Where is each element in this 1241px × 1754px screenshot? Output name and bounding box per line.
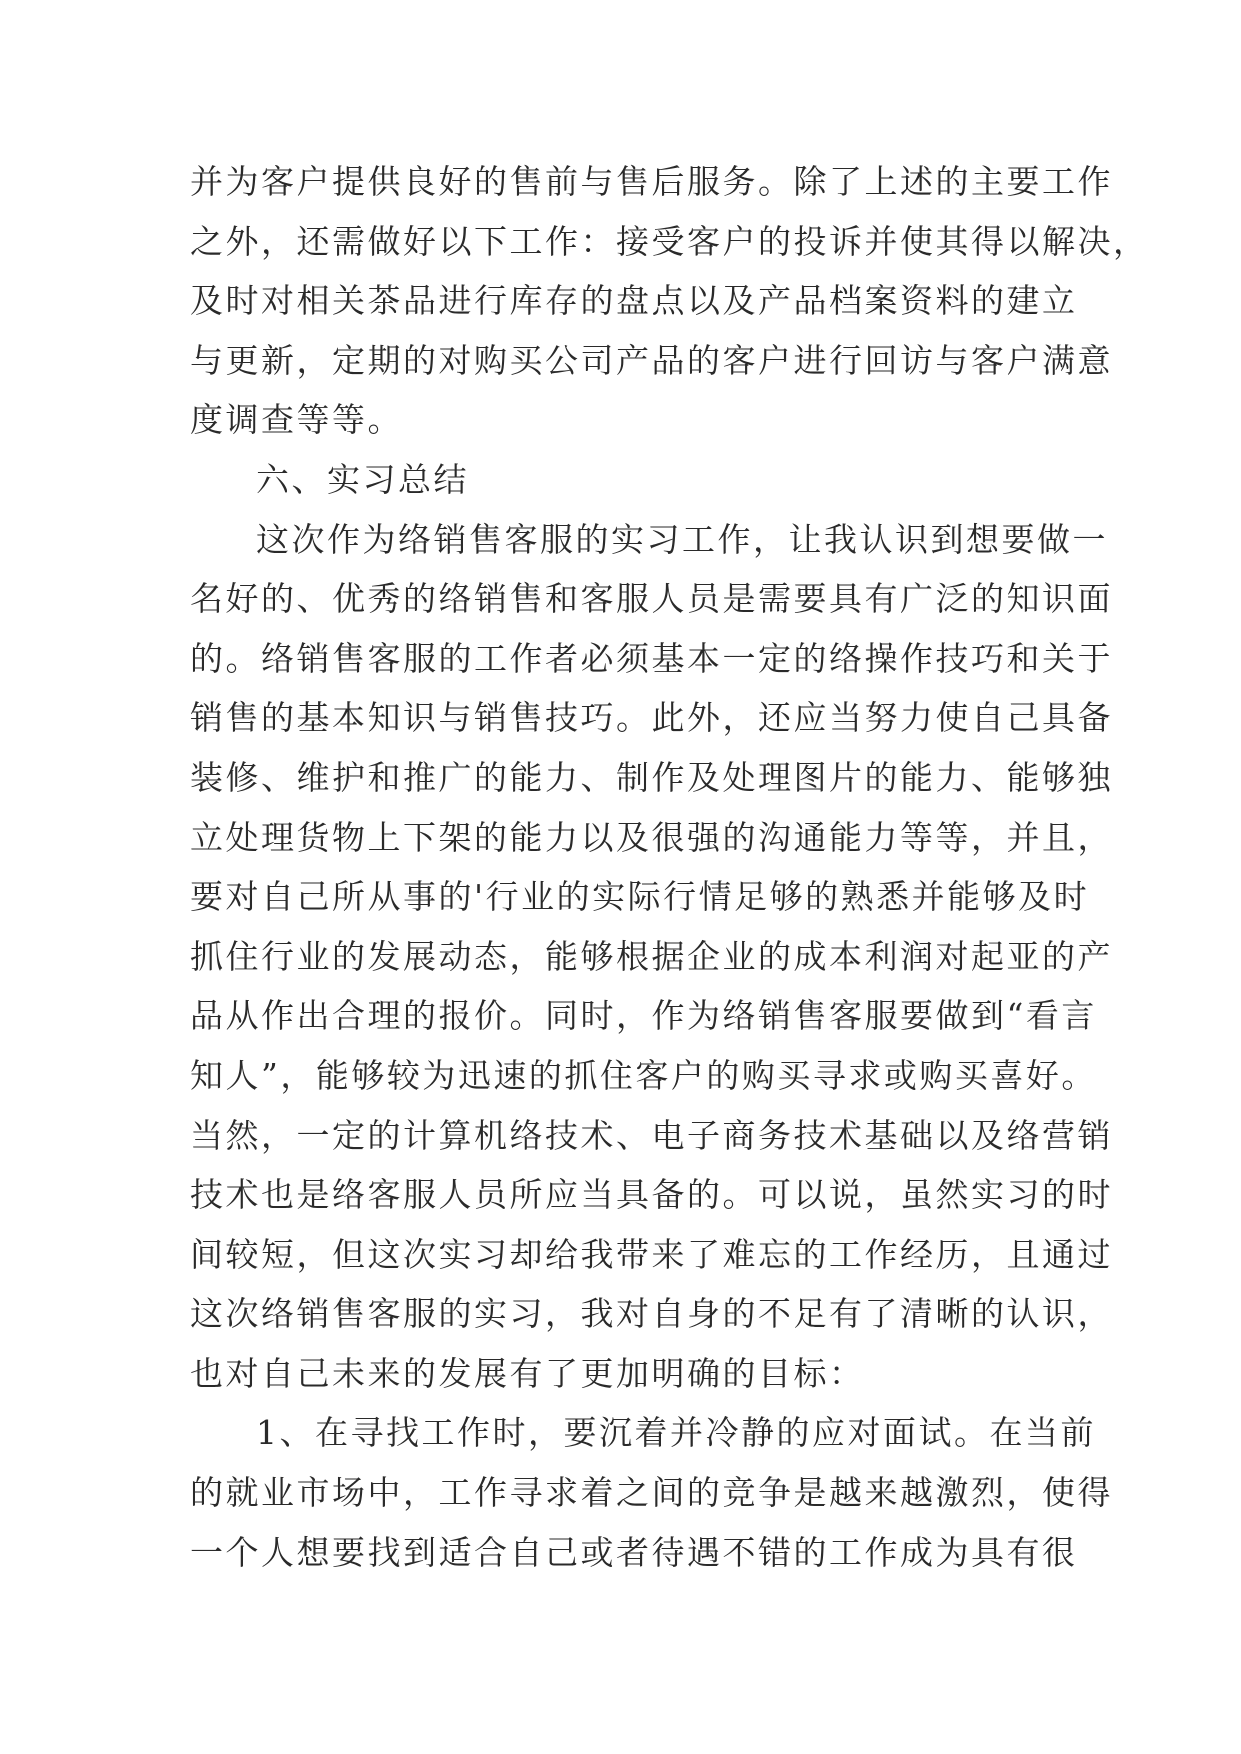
text-line: 的就业市场中，工作寻求着之间的竞争是越来越激烈，使得 bbox=[190, 1473, 1113, 1513]
text-line: 立处理货物上下架的能力以及很强的沟通能力等等，并且， bbox=[190, 817, 1113, 857]
text-line: 这次作为络销售客服的实习工作，让我认识到想要做一 bbox=[256, 519, 1108, 559]
text-line: 抓住行业的发展动态，能够根据企业的成本利润对起亚的产 bbox=[190, 936, 1113, 976]
text-line: 知人”，能够较为迅速的抓住客户的购买寻求或购买喜好。 bbox=[190, 1055, 1097, 1095]
text-line: 与更新，定期的对购买公司产品的客户进行回访与客户满意 bbox=[190, 340, 1113, 380]
text-line: 要对自己所从事的'行业的实际行情足够的熟悉并能够及时 bbox=[190, 877, 1090, 917]
text-line: 品从作出合理的报价。同时，作为络销售客服要做到“看言 bbox=[190, 996, 1097, 1036]
document-body bbox=[190, 152, 1149, 1582]
text-line: 并为客户提供良好的售前与售后服务。除了上述的主要工作 bbox=[190, 162, 1113, 201]
text-line: 度调查等等。 bbox=[190, 400, 403, 440]
paragraph-service-duties bbox=[190, 152, 1149, 450]
paragraph-internship-summary bbox=[190, 510, 1113, 1404]
text-line: 销售的基本知识与销售技巧。此外，还应当努力使自己具备 bbox=[190, 698, 1113, 738]
section-heading-internship-summary: 六、实习总结 bbox=[256, 459, 469, 499]
text-line: 这次络销售客服的实习，我对自身的不足有了清晰的认识， bbox=[190, 1294, 1113, 1334]
text-line: 一个人想要找到适合自己或者待遇不错的工作成为具有很 bbox=[190, 1532, 1078, 1572]
text-line: 间较短，但这次实习却给我带来了难忘的工作经历，且通过 bbox=[190, 1234, 1113, 1274]
text-line: 装修、维护和推广的能力、制作及处理图片的能力、能够独 bbox=[190, 757, 1113, 797]
text-line: 技术也是络客服人员所应当具备的。可以说，虽然实习的时 bbox=[190, 1175, 1113, 1215]
text-line: 也对自己未来的发展有了更加明确的目标： bbox=[190, 1353, 865, 1393]
text-line: 当然，一定的计算机络技术、电子商务技术基础以及络营销 bbox=[190, 1115, 1113, 1155]
text-line: 名好的、优秀的络销售和客服人员是需要具有广泛的知识面 bbox=[190, 579, 1113, 619]
text-line: 及时对相关茶品进行库存的盘点以及产品档案资料的建立 bbox=[190, 281, 1078, 321]
text-line: 之外，还需做好以下工作：接受客户的投诉并使其得以解决， bbox=[190, 221, 1149, 261]
paragraph-job-search-advice bbox=[190, 1403, 1113, 1582]
text-line: 1、在寻找工作时，要沉着并冷静的应对面试。在当前 bbox=[256, 1413, 1096, 1453]
text-line: 的。络销售客服的工作者必须基本一定的络操作技巧和关于 bbox=[190, 638, 1113, 678]
